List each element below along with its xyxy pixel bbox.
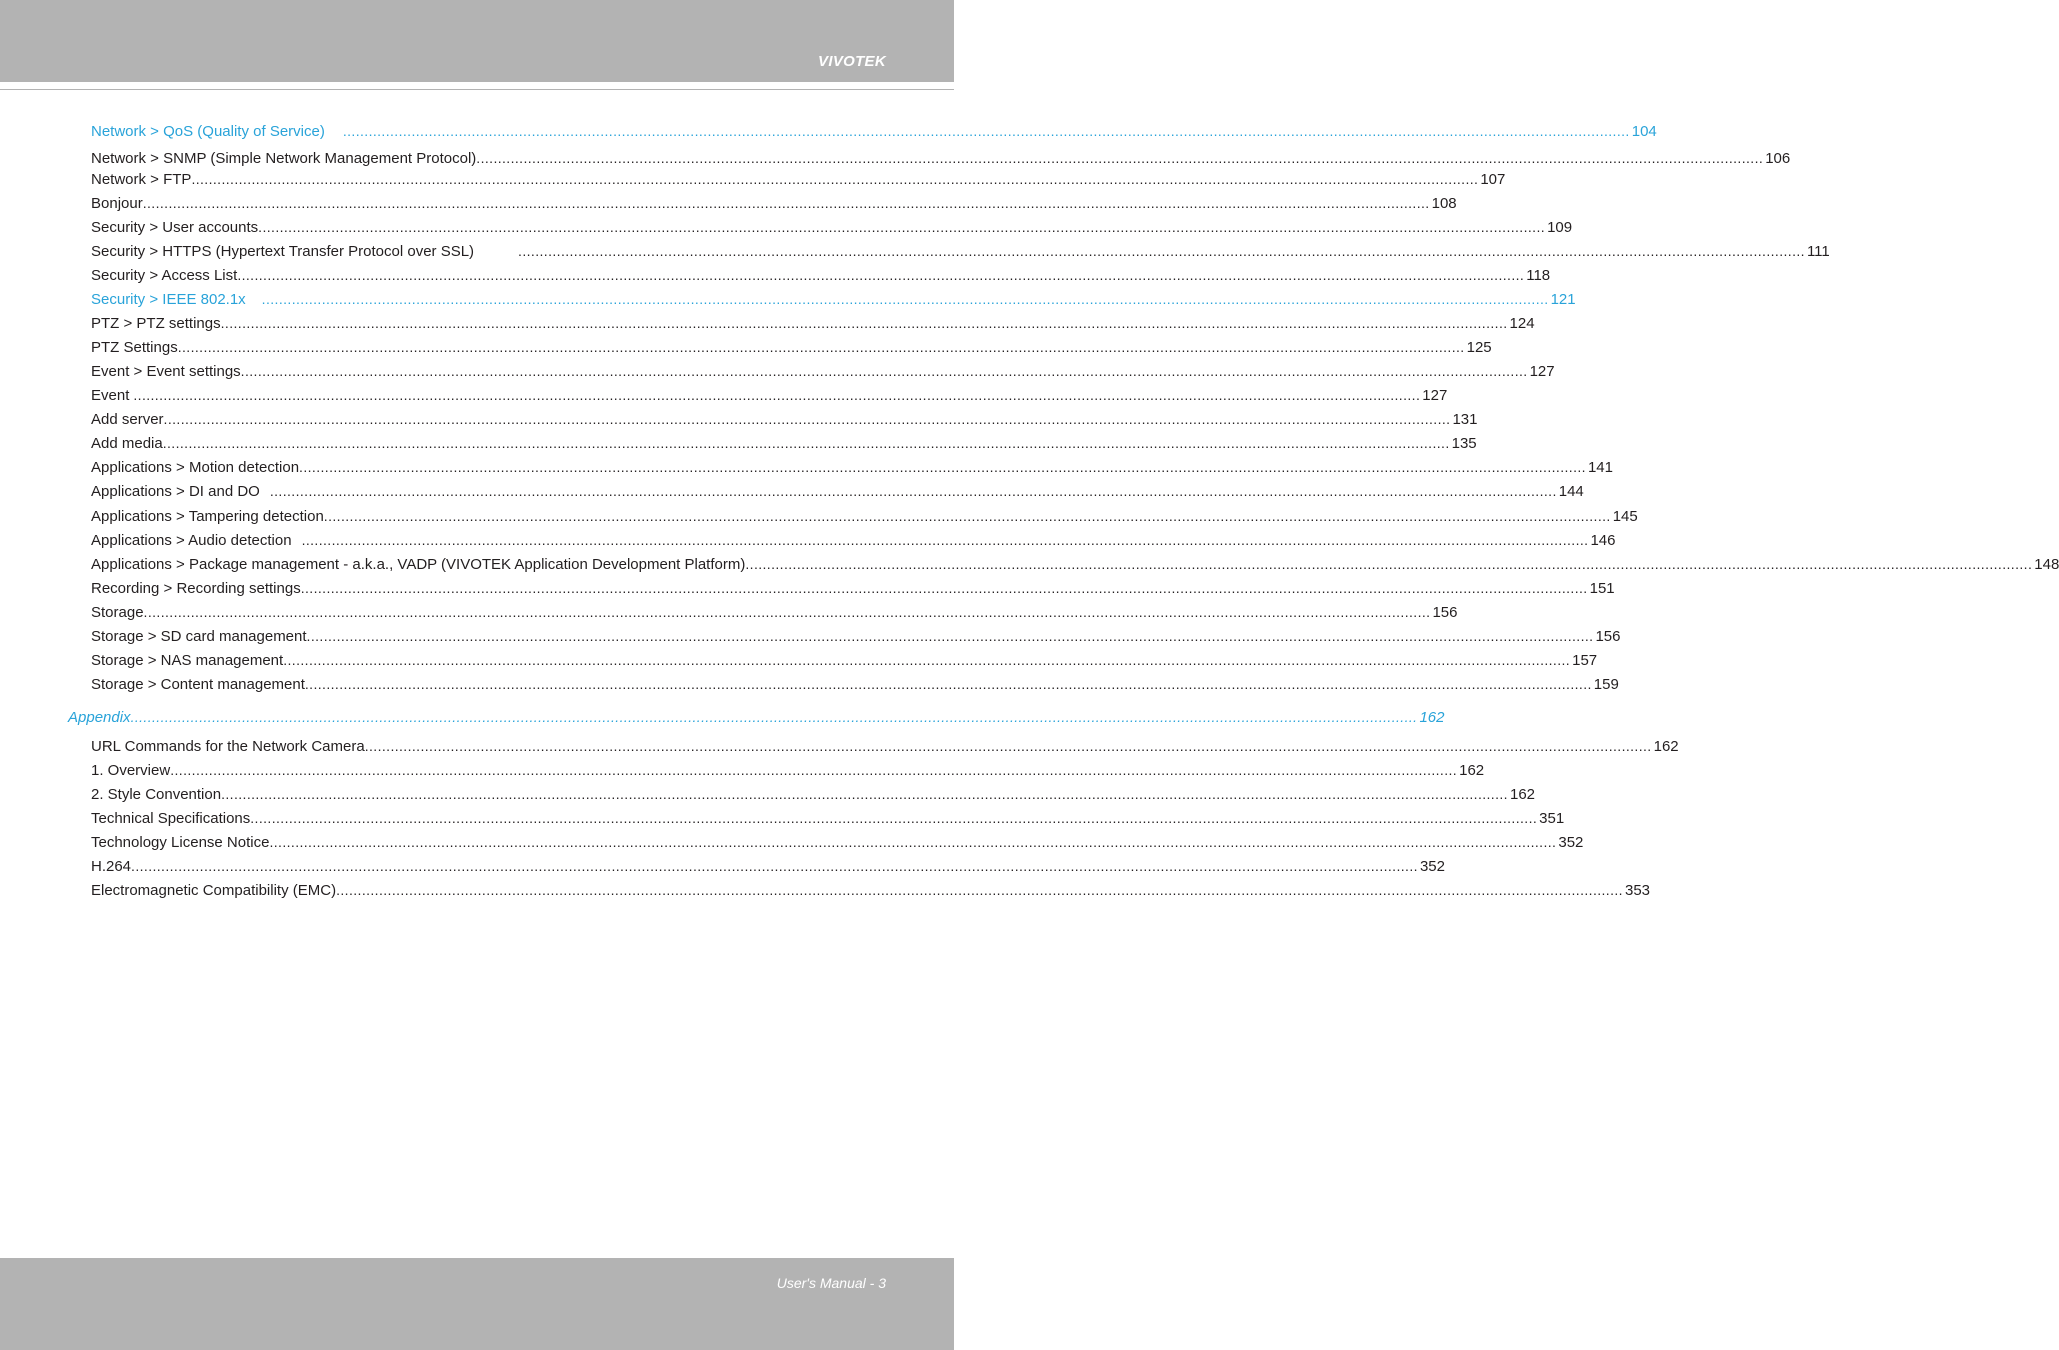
toc-entry-title: 2. Style Convention xyxy=(91,786,222,803)
toc-entry[interactable] xyxy=(91,857,1445,876)
toc-entry[interactable] xyxy=(91,338,1492,357)
toc-entry-title: Storage xyxy=(91,604,144,621)
toc-entry[interactable] xyxy=(91,531,1616,550)
toc-page-number: 162 xyxy=(1509,786,1536,803)
toc-entry-title: Add media xyxy=(91,435,163,452)
toc-page-number: 145 xyxy=(1612,508,1638,525)
toc-entry-title: Technical Specifications xyxy=(91,810,251,827)
toc-entry[interactable] xyxy=(91,362,1555,381)
toc-page-number: 127 xyxy=(1529,363,1555,380)
toc-page-number: 144 xyxy=(1558,483,1584,500)
toc-entry-title: Applications > Motion detection xyxy=(91,459,300,476)
toc-entry[interactable] xyxy=(91,675,1619,694)
toc-entry[interactable] xyxy=(91,386,1448,405)
toc-entry-title: Network > FTP xyxy=(91,171,192,188)
toc-dot-leader: ............................................................................................................................................................................................................................................................................................................ xyxy=(283,652,1571,668)
toc-dot-leader: ............................................................................................................................................................................................................................................................................................................ xyxy=(306,628,1594,644)
toc-dot-leader: ............................................................................................................................................................................................................................................................................................................ xyxy=(131,858,1418,874)
toc-page-number: 162 xyxy=(1459,762,1485,779)
toc-entry[interactable] xyxy=(91,290,1576,309)
toc-entry-title: Applications > Tampering detection xyxy=(91,508,324,525)
toc-entry[interactable] xyxy=(91,579,1615,598)
toc-entry-title: Security > HTTPS (Hypertext Transfer Protocol over SSL) xyxy=(91,243,475,260)
toc-entry[interactable] xyxy=(91,434,1477,453)
toc-page-number: 109 xyxy=(1547,219,1573,236)
toc-dot-leader: ............................................................................................................................................................................................................................................................................................................ xyxy=(304,676,1592,692)
toc-dot-leader: ............................................................................................................................................................................................................................................................................................................ xyxy=(258,219,1546,235)
toc-dot-leader: ............................................................................................................................................................................................................................................................................................................ xyxy=(745,556,2033,572)
toc-entry-title: Security > IEEE 802.1x xyxy=(91,291,246,308)
toc-entry-title: Applications > Audio detection xyxy=(91,532,292,549)
page-header xyxy=(0,0,954,82)
toc-page-number: 157 xyxy=(1572,652,1598,669)
toc-entry-title: Event xyxy=(91,387,130,404)
toc-entry[interactable] xyxy=(91,482,1584,501)
toc-page-number: 106 xyxy=(1765,150,1791,167)
toc-page-number: 124 xyxy=(1509,315,1535,332)
toc-page-number: 118 xyxy=(1526,267,1551,284)
toc-entry-title: URL Commands for the Network Camera xyxy=(91,738,365,755)
toc-entry-title: PTZ Settings xyxy=(91,339,178,356)
toc-dot-leader: ............................................................................................................................................................................................................................................................................................................ xyxy=(476,150,1764,166)
toc-page-number: 111 xyxy=(1806,243,1830,260)
toc-dot-leader: ............................................................................................................................................................................................................................................................................................................ xyxy=(336,882,1623,898)
toc-entry[interactable] xyxy=(91,410,1478,429)
toc-entry[interactable] xyxy=(91,833,1584,852)
toc-dot-leader: ............................................................................................................................................................................................................................................................................................................ xyxy=(269,483,1557,499)
toc-dot-leader: ............................................................................................................................................................................................................................................................................................................ xyxy=(323,508,1611,524)
toc-entry-title: Add server xyxy=(91,411,164,428)
toc-dot-leader: ............................................................................................................................................................................................................................................................................................................ xyxy=(261,291,1549,307)
toc-dot-leader: ............................................................................................................................................................................................................................................................................................................ xyxy=(237,267,1525,283)
toc-page-number: 162 xyxy=(1653,738,1679,755)
toc-entry[interactable] xyxy=(91,266,1551,285)
toc-page-number: 108 xyxy=(1431,195,1457,212)
toc-entry-title: Recording > Recording settings xyxy=(91,580,301,597)
toc-entry[interactable] xyxy=(91,122,1657,141)
toc-entry-title: Applications > Package management - a.k.a., VADP (VIVOTEK Application Development Platform) xyxy=(91,556,746,573)
toc-dot-leader: ............................................................................................................................................................................................................................................................................................................ xyxy=(250,810,1538,826)
toc-dot-leader: ............................................................................................................................................................................................................................................................................................................ xyxy=(143,604,1431,620)
toc-dot-leader: ............................................................................................................................................................................................................................................................................................................ xyxy=(518,243,1805,259)
toc-dot-leader: ............................................................................................................................................................................................................................................................................................................ xyxy=(142,195,1430,211)
toc-dot-leader: ............................................................................................................................................................................................................................................................................................................ xyxy=(163,411,1451,427)
toc-dot-leader: ............................................................................................................................................................................................................................................................................................................ xyxy=(130,709,1418,725)
toc-page-number: 351 xyxy=(1539,810,1565,827)
toc-page-number: 141 xyxy=(1587,459,1613,476)
toc-entry[interactable] xyxy=(91,314,1535,333)
toc-page-number: 353 xyxy=(1624,882,1651,899)
toc-dot-leader: ............................................................................................................................................................................................................................................................................................................ xyxy=(364,738,1652,754)
toc-entry-title: 1. Overview xyxy=(91,762,171,779)
toc-entry[interactable] xyxy=(91,627,1621,646)
toc-page-number: 151 xyxy=(1589,580,1615,597)
toc-entry-title: Bonjour xyxy=(91,195,143,212)
toc-dot-leader: ............................................................................................................................................................................................................................................................................................................ xyxy=(221,786,1508,802)
toc-page-number: 104 xyxy=(1631,123,1657,140)
toc-entry[interactable] xyxy=(91,651,1598,670)
toc-entry-title: Security > User accounts xyxy=(91,219,259,236)
toc-dot-leader: ............................................................................................................................................................................................................................................................................................................ xyxy=(299,459,1586,475)
toc-entry-title: Appendix xyxy=(68,709,131,726)
toc-dot-leader: ............................................................................................................................................................................................................................................................................................................ xyxy=(301,532,1589,548)
toc-entry[interactable] xyxy=(91,149,1791,168)
toc-page-number: 107 xyxy=(1480,171,1506,188)
toc-entry-title: Technology License Notice xyxy=(91,834,270,851)
toc-entry[interactable] xyxy=(91,603,1458,622)
toc-entry-title: PTZ > PTZ settings xyxy=(91,315,221,332)
toc-entry[interactable] xyxy=(91,881,1651,900)
toc-page-number: 148 xyxy=(2034,556,2059,573)
toc-entry[interactable] xyxy=(91,218,1573,237)
toc-entry-title: Applications > DI and DO xyxy=(91,483,260,500)
toc-entry[interactable] xyxy=(91,458,1613,477)
toc-entry-title: Storage > SD card management xyxy=(91,628,307,645)
toc-dot-leader: ............................................................................................................................................................................................................................................................................................................ xyxy=(191,171,1479,187)
toc-entry[interactable] xyxy=(91,761,1485,780)
toc-dot-leader: ............................................................................................................................................................................................................................................................................................................ xyxy=(240,363,1528,379)
toc-page-number: 146 xyxy=(1590,532,1616,549)
toc-page-number: 352 xyxy=(1419,858,1445,875)
toc-entry[interactable] xyxy=(91,737,1679,756)
toc-dot-leader: ............................................................................................................................................................................................................................................................................................................ xyxy=(342,123,1630,139)
toc-page-number: 127 xyxy=(1422,387,1448,404)
toc-entry-title: Event > Event settings xyxy=(91,363,241,380)
toc-page-number: 135 xyxy=(1451,435,1477,452)
toc-page-number: 162 xyxy=(1419,709,1445,726)
toc-page-number: 156 xyxy=(1432,604,1458,621)
toc-dot-leader: ............................................................................................................................................................................................................................................................................................................ xyxy=(177,339,1465,355)
toc-dot-leader: ............................................................................................................................................................................................................................................................................................................ xyxy=(133,387,1421,403)
toc-entry[interactable] xyxy=(91,785,1536,804)
toc-entry-title: Storage > NAS management xyxy=(91,652,284,669)
toc-dot-leader: ............................................................................................................................................................................................................................................................................................................ xyxy=(269,834,1557,850)
toc-entry[interactable] xyxy=(91,809,1565,828)
toc-dot-leader: ............................................................................................................................................................................................................................................................................................................ xyxy=(220,315,1508,331)
toc-page-number: 159 xyxy=(1593,676,1619,693)
toc-dot-leader: ............................................................................................................................................................................................................................................................................................................ xyxy=(300,580,1588,596)
toc-entry-title: Storage > Content management xyxy=(91,676,305,693)
toc-entry-title: H.264 xyxy=(91,858,132,875)
toc-dot-leader: ............................................................................................................................................................................................................................................................................................................ xyxy=(162,435,1450,451)
toc-entry-title: Security > Access List xyxy=(91,267,238,284)
page-footer xyxy=(0,1258,954,1350)
header-divider xyxy=(0,89,954,90)
toc-entry-title: Network > SNMP (Simple Network Management Protocol) xyxy=(91,150,477,167)
toc-entry[interactable] xyxy=(91,170,1506,189)
footer-page-label: User's Manual - 3 xyxy=(776,1275,886,1291)
brand-logo-text: VIVOTEK xyxy=(818,53,886,70)
toc-page-number: 352 xyxy=(1558,834,1584,851)
toc-entry[interactable] xyxy=(91,507,1638,526)
toc-page-number: 156 xyxy=(1595,628,1621,645)
toc-section-entry[interactable] xyxy=(68,708,1445,727)
toc-page-number: 131 xyxy=(1452,411,1478,428)
toc-entry-title: Electromagnetic Compatibility (EMC) xyxy=(91,882,337,899)
toc-page-number: 125 xyxy=(1466,339,1492,356)
toc-entry[interactable] xyxy=(91,555,2059,574)
toc-entry[interactable] xyxy=(91,242,1830,261)
toc-dot-leader: ............................................................................................................................................................................................................................................................................................................ xyxy=(170,762,1458,778)
toc-entry[interactable] xyxy=(91,194,1457,213)
toc-entry-title: Network > QoS (Quality of Service) xyxy=(91,123,325,140)
toc-page-number: 121 xyxy=(1550,291,1576,308)
